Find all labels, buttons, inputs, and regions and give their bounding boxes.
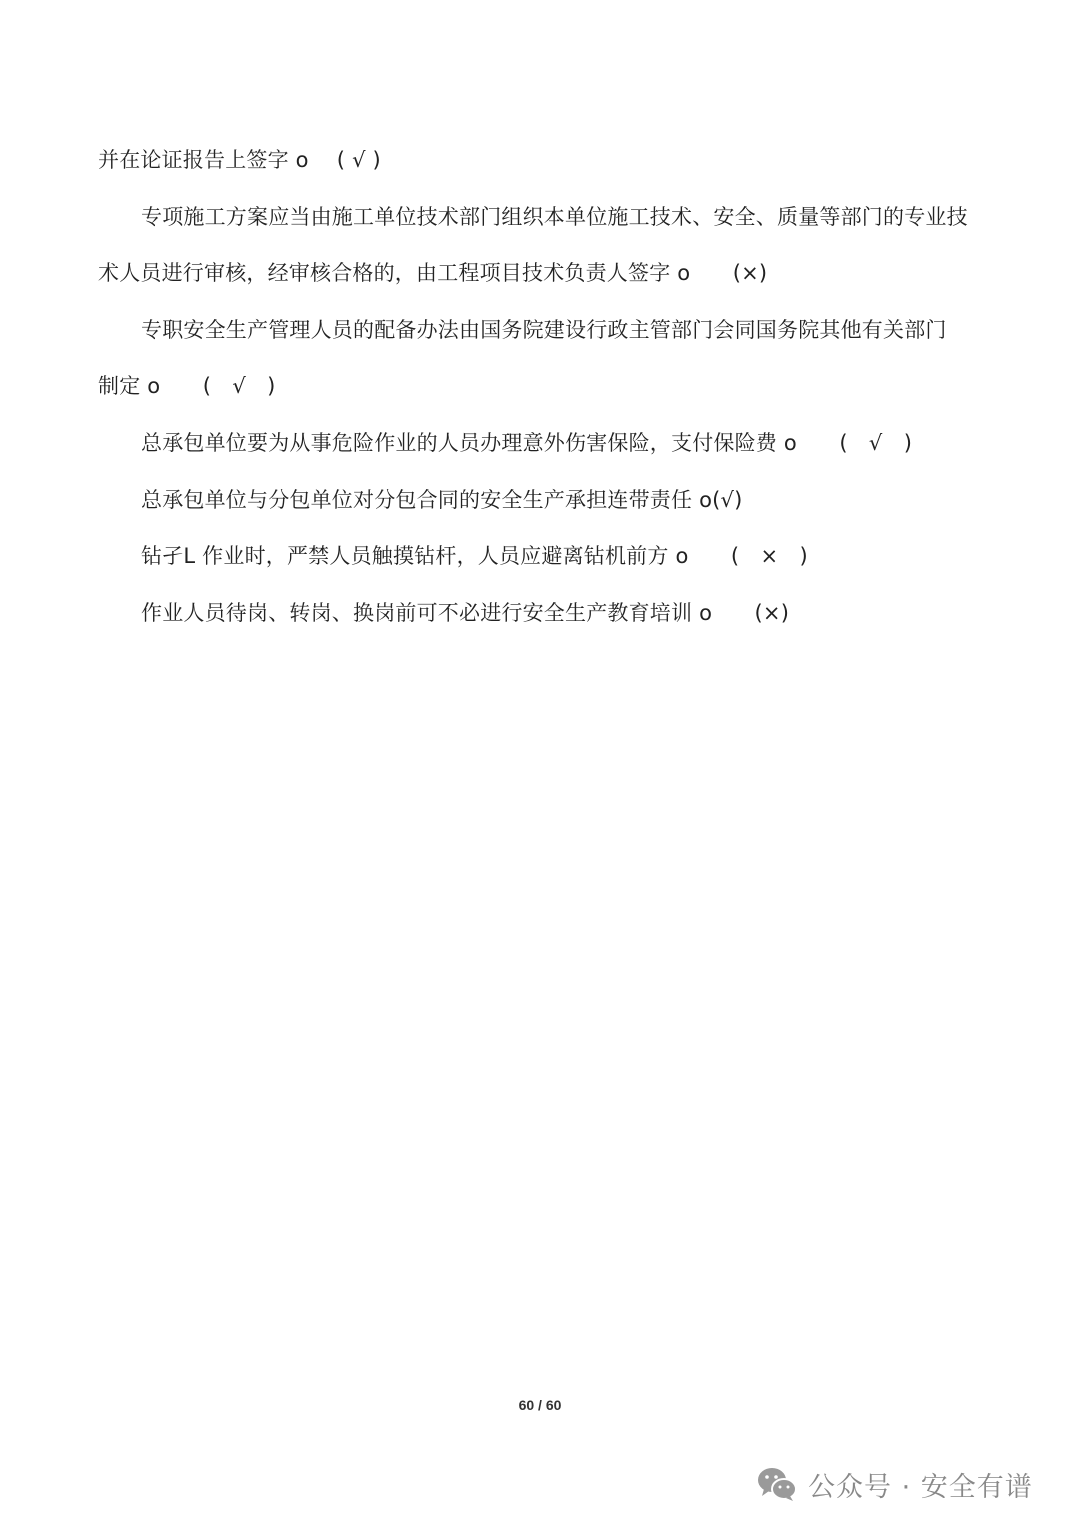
watermark-text: 公众号 · 安全有谱 [808, 1471, 1033, 1503]
text-line-3: 术人员进行审核，经审核合格的，由工程项目技术负责人签字 o (×) [98, 261, 768, 285]
text-line-7: 总承包单位与分包单位对分包合同的安全生产承担连带责任 o(√) [141, 488, 743, 512]
watermark [756, 1462, 1033, 1506]
text-line-5: 制定 o ( √ ) [98, 374, 276, 398]
page-number: 60 / 60 [518, 1397, 562, 1413]
text-line-2: 专项施工方案应当由施工单位技术部门组织本单位施工技术、安全、质量等部门的专业技 [141, 205, 968, 229]
text-line-8: 钻孑L 作业时，严禁人员触摸钻杆，人员应避离钻机前方 o ( × ) [141, 544, 808, 568]
wechat-icon [756, 1465, 798, 1503]
text-line-6: 总承包单位要为从事危险作业的人员办理意外伤害保险，支付保险费 o ( √ ) [141, 431, 913, 455]
text-line-1: 并在论证报告上签字 o ( √ ) [98, 148, 381, 172]
text-line-4: 专职安全生产管理人员的配备办法由国务院建设行政主管部门会同国务院其他有关部门 [141, 318, 947, 342]
text-line-9: 作业人员待岗、转岗、换岗前可不必进行安全生产教育培训 o (×) [141, 601, 790, 625]
